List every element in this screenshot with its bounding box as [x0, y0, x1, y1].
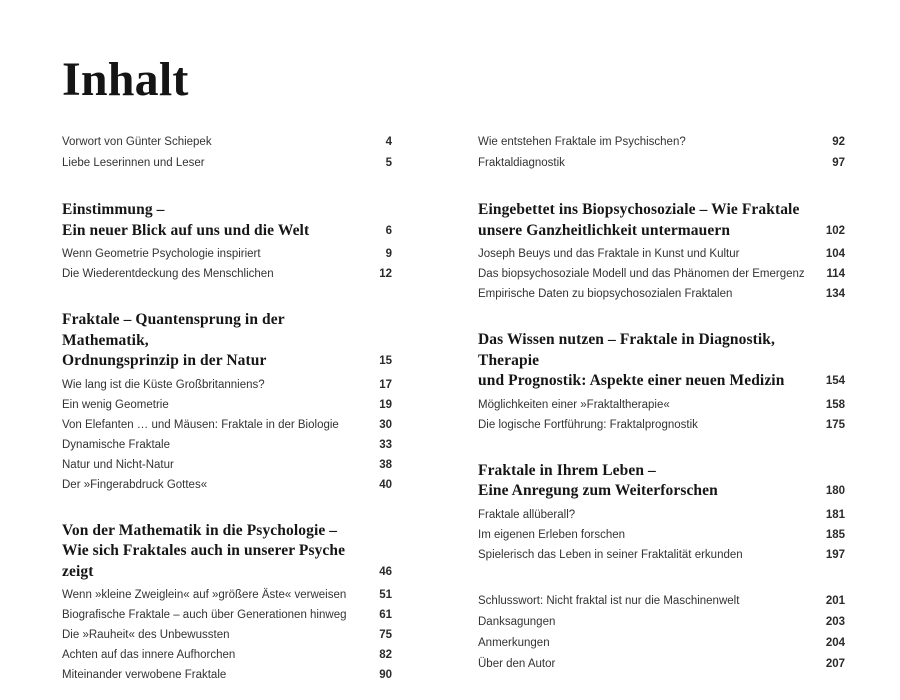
toc-entry-label: Miteinander verwobene Fraktale: [62, 669, 227, 681]
toc-section-heading-text: [62, 310, 370, 372]
toc-section-heading-line: Ein neuer Blick auf uns und die Welt: [62, 221, 310, 239]
toc-entry-label: Der »Fingerabdruck Gottes«: [62, 478, 208, 491]
toc-entry-label: Vorwort von Günter Schiepek: [62, 136, 212, 148]
toc-entry[interactable]: [478, 654, 845, 675]
toc-section-heading[interactable]: [62, 310, 392, 372]
toc-entry-page-number: 90: [379, 669, 392, 681]
toc-entry-label: Achten auf das innere Aufhorchen: [62, 649, 236, 661]
toc-entry[interactable]: [62, 665, 392, 685]
toc-entry-label: Über den Autor: [478, 657, 556, 670]
toc-section-heading-line: unsere Ganzheitlichkeit untermauern: [478, 221, 731, 239]
toc-entry-label: Wenn Geometrie Psychologie inspiriert: [62, 248, 261, 260]
toc-entry[interactable]: [62, 435, 392, 455]
toc-entry[interactable]: [62, 605, 392, 625]
toc-section: [62, 310, 392, 495]
toc-entry[interactable]: [478, 505, 845, 525]
toc-entry-page-number: 12: [379, 268, 392, 280]
toc-entry-page-number: 38: [379, 458, 392, 471]
toc-entry-label: Schlusswort: Nicht fraktal ist nur die Maschinenwelt: [478, 594, 740, 607]
toc-entry[interactable]: [478, 132, 845, 153]
toc-entry[interactable]: [62, 395, 392, 415]
toc-section-heading-line: Fraktale – Quantensprung in der Mathematik,: [62, 311, 285, 349]
toc-entry-page-number: 40: [379, 478, 392, 491]
toc-entry-page-number: 175: [825, 418, 845, 431]
toc-entry-page-number: 30: [379, 418, 392, 431]
toc-entry-label: Fraktale allüberall?: [478, 508, 576, 521]
toc-section-page-number: 180: [825, 485, 845, 497]
toc-section: [62, 521, 392, 686]
toc-section-heading[interactable]: [62, 521, 392, 583]
toc-column-left: [0, 132, 440, 685]
toc-entry[interactable]: [62, 585, 392, 605]
toc-entry-label: Fraktaldiagnostik: [478, 157, 565, 169]
toc-section: [62, 200, 392, 284]
toc-entry-label: Biografische Fraktale – auch über Generationen hinweg: [62, 609, 347, 621]
toc-entry-group: [62, 132, 392, 174]
toc-section-heading-text: [478, 461, 823, 502]
toc-entry-group: [478, 132, 845, 174]
toc-entry-page-number: 92: [832, 136, 845, 148]
toc-entry-label: Möglichkeiten einer »Fraktaltherapie«: [478, 398, 670, 411]
toc-entry-page-number: 207: [825, 657, 845, 670]
toc-entry-page-number: 19: [379, 398, 392, 411]
toc-entry-label: Ein wenig Geometrie: [62, 398, 169, 411]
toc-section-page-number: 102: [825, 224, 845, 237]
toc-entry[interactable]: [478, 153, 845, 174]
toc-entry-page-number: 104: [825, 248, 845, 260]
toc-entry[interactable]: [62, 244, 392, 264]
toc-entry[interactable]: [478, 591, 845, 612]
toc-entry[interactable]: [62, 153, 392, 174]
page-title: Inhalt: [62, 53, 189, 106]
toc-entry[interactable]: [478, 545, 845, 565]
toc-entry-label: Die Wiederentdeckung des Menschlichen: [62, 268, 274, 280]
toc-entry-page-number: 203: [825, 615, 845, 628]
toc-entry-label: Empirische Daten zu biopsychosozialen Fraktalen: [478, 288, 733, 300]
toc-section: [478, 461, 845, 565]
toc-entry-label: Das biopsychosoziale Modell und das Phänomen der Emergenz: [478, 268, 805, 280]
toc-section-heading-line: Ordnungsprinzip in der Natur: [62, 352, 267, 369]
toc-entry[interactable]: [62, 475, 392, 495]
toc-entry-group: [478, 591, 845, 675]
toc-entry-label: Wie lang ist die Küste Großbritanniens?: [62, 378, 265, 391]
toc-entry-label: Natur und Nicht-Natur: [62, 458, 174, 471]
toc-section-heading-text: [478, 200, 823, 241]
toc-entry-page-number: 181: [825, 508, 845, 521]
toc-section-heading-line: und Prognostik: Aspekte einer neuen Medizin: [478, 372, 785, 389]
toc-entry[interactable]: [62, 625, 392, 645]
toc-column-right: [440, 132, 900, 685]
toc-entry[interactable]: [62, 455, 392, 475]
toc-entry-label: Von Elefanten … und Mäusen: Fraktale in der Biologie: [62, 418, 339, 431]
toc-entry-page-number: 158: [825, 398, 845, 411]
toc-entry-page-number: 97: [832, 157, 845, 169]
toc-section: [478, 330, 845, 435]
toc-entry-label: Wie entstehen Fraktale im Psychischen?: [478, 136, 686, 148]
toc-entry-label: Danksagungen: [478, 615, 556, 628]
toc-entry-page-number: 51: [379, 589, 392, 601]
toc-entry[interactable]: [62, 264, 392, 284]
toc-entry-page-number: 82: [379, 649, 392, 661]
toc-section-page-number: 6: [385, 224, 392, 237]
toc-entry-page-number: 75: [379, 629, 392, 641]
toc-section-page-number: 154: [825, 375, 845, 387]
toc-section-heading-line: Eine Anregung zum Weiterforschen: [478, 482, 718, 499]
toc-section-heading-text: [62, 200, 370, 241]
toc-section-heading[interactable]: [62, 200, 392, 241]
toc-entry-label: Joseph Beuys und das Fraktale in Kunst und Kultur: [478, 248, 740, 260]
toc-entry[interactable]: [478, 612, 845, 633]
toc-entry[interactable]: [478, 244, 845, 264]
toc-entry-label: Spielerisch das Leben in seiner Fraktalität erkunden: [478, 548, 743, 561]
toc-entry[interactable]: [478, 415, 845, 435]
toc-section-heading-text: [62, 521, 370, 583]
toc-section-page-number: 46: [379, 565, 392, 578]
toc-section-heading-line: Wie sich Fraktales auch in unserer Psyche zeigt: [62, 542, 346, 580]
toc-entry[interactable]: [478, 395, 845, 415]
toc-entry-page-number: 185: [825, 528, 845, 541]
toc-section-page-number: 15: [379, 355, 392, 367]
toc-section: [478, 200, 845, 304]
toc-section-heading-text: [478, 330, 823, 392]
toc-section-heading[interactable]: [478, 200, 845, 241]
toc-entry-label: Wenn »kleine Zweiglein« auf »größere Äste« verweisen: [62, 589, 347, 601]
toc-entry-page-number: 4: [385, 136, 392, 148]
toc-entry[interactable]: [62, 375, 392, 395]
toc-section-heading-line: Eingebettet ins Biopsychosoziale – Wie Fraktale: [478, 201, 800, 218]
toc-section-heading-line: Das Wissen nutzen – Fraktale in Diagnostik, Therapie: [478, 331, 775, 369]
toc-entry-page-number: 114: [826, 268, 845, 280]
toc-entry-page-number: 17: [379, 378, 392, 391]
toc-entry-page-number: 134: [825, 288, 845, 300]
toc-entry[interactable]: [478, 284, 845, 304]
toc-entry[interactable]: [62, 645, 392, 665]
toc-section-heading[interactable]: [478, 330, 845, 392]
toc-entry-label: Im eigenen Erleben forschen: [478, 528, 626, 541]
toc-entry-page-number: 201: [825, 594, 845, 607]
toc-entry-page-number: 5: [385, 157, 392, 169]
toc-columns: [0, 132, 900, 685]
toc-entry-label: Die »Rauheit« des Unbewussten: [62, 629, 230, 641]
toc-entry-page-number: 9: [385, 248, 392, 260]
toc-entry[interactable]: [62, 415, 392, 435]
toc-entry-label: Dynamische Fraktale: [62, 438, 171, 451]
toc-entry-page-number: 33: [379, 438, 392, 451]
toc-section-heading-line: Von der Mathematik in die Psychologie –: [62, 521, 338, 539]
toc-entry[interactable]: [478, 525, 845, 545]
toc-entry[interactable]: [478, 633, 845, 654]
toc-entry-page-number: 204: [825, 636, 845, 649]
toc-entry-page-number: 61: [379, 609, 392, 621]
toc-entry[interactable]: [478, 264, 845, 284]
toc-section-heading-line: Einstimmung –: [62, 201, 165, 218]
toc-entry-label: Die logische Fortführung: Fraktalprognostik: [478, 418, 698, 431]
toc-entry[interactable]: [62, 132, 392, 153]
toc-section-heading[interactable]: [478, 461, 845, 502]
toc-entry-label: Anmerkungen: [478, 636, 550, 649]
toc-entry-label: Liebe Leserinnen und Leser: [62, 157, 205, 169]
toc-section-heading-line: Fraktale in Ihrem Leben –: [478, 461, 656, 479]
toc-entry-page-number: 197: [825, 548, 845, 561]
